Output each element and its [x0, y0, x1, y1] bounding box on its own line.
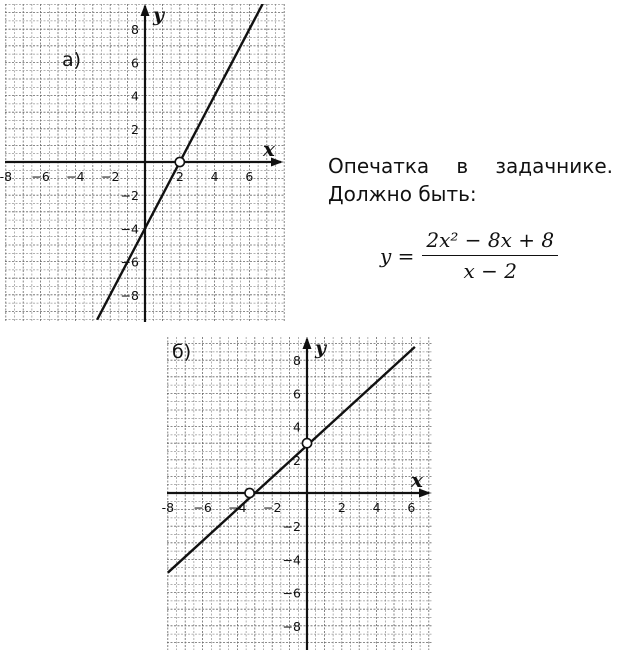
x-axis-label: x	[411, 468, 423, 492]
y-tick-label: −4	[282, 552, 301, 568]
x-tick-label: 6	[245, 169, 254, 184]
chart-panel-b	[162, 337, 433, 650]
y-tick-label: −4	[120, 221, 139, 237]
x-tick-label: -8	[0, 169, 13, 184]
x-tick-label: −4	[66, 169, 85, 184]
open-point	[302, 439, 311, 448]
y-tick-label: 2	[293, 452, 301, 468]
note-line-2: Должно быть:	[328, 182, 477, 206]
y-tick-label: −6	[282, 585, 301, 601]
formula-fraction	[422, 228, 558, 283]
x-tick-label: −6	[193, 500, 212, 515]
y-tick-label: −8	[120, 287, 139, 303]
y-tick-label: −2	[282, 519, 301, 535]
typo-note	[328, 152, 613, 208]
y-axis-label: y	[315, 337, 327, 359]
x-tick-label: 2	[337, 500, 346, 515]
open-point	[245, 488, 254, 497]
x-tick-label: -8	[161, 500, 175, 515]
corrected-formula	[380, 228, 558, 283]
y-tick-label: −8	[282, 618, 301, 634]
x-tick-label: −6	[31, 169, 50, 184]
panel-label: б)	[172, 341, 192, 363]
x-tick-label: 4	[210, 169, 219, 184]
y-tick-label: 6	[131, 55, 139, 71]
y-tick-label: 8	[131, 22, 139, 38]
x-tick-label: −2	[100, 169, 120, 184]
chart-panel-a	[0, 3, 285, 322]
x-tick-label: −2	[262, 500, 282, 515]
y-tick-label: 2	[131, 121, 139, 137]
x-tick-label: 2	[175, 169, 184, 184]
panel-label: а)	[62, 49, 82, 71]
formula-lhs: y =	[380, 243, 415, 268]
x-tick-label: 6	[407, 500, 416, 515]
note-line-1	[328, 152, 613, 180]
open-point	[175, 157, 184, 166]
y-tick-label: 4	[293, 419, 301, 435]
x-tick-label: 4	[372, 500, 381, 515]
formula-numerator: 2x² − 8x + 8	[422, 228, 558, 256]
x-tick-label: −4	[228, 500, 247, 515]
formula-denominator: x − 2	[463, 259, 518, 283]
y-tick-label: 4	[131, 88, 139, 104]
y-tick-label: −6	[120, 254, 139, 270]
y-tick-label: 8	[293, 353, 301, 369]
y-tick-label: −2	[120, 188, 139, 204]
note-word-2: в	[456, 154, 469, 178]
y-axis-label: y	[153, 4, 165, 26]
y-tick-label: 6	[293, 386, 301, 402]
note-word-3: задачнике.	[495, 154, 613, 178]
note-word-1: Опечатка	[328, 154, 430, 178]
x-axis-label: x	[263, 137, 275, 161]
